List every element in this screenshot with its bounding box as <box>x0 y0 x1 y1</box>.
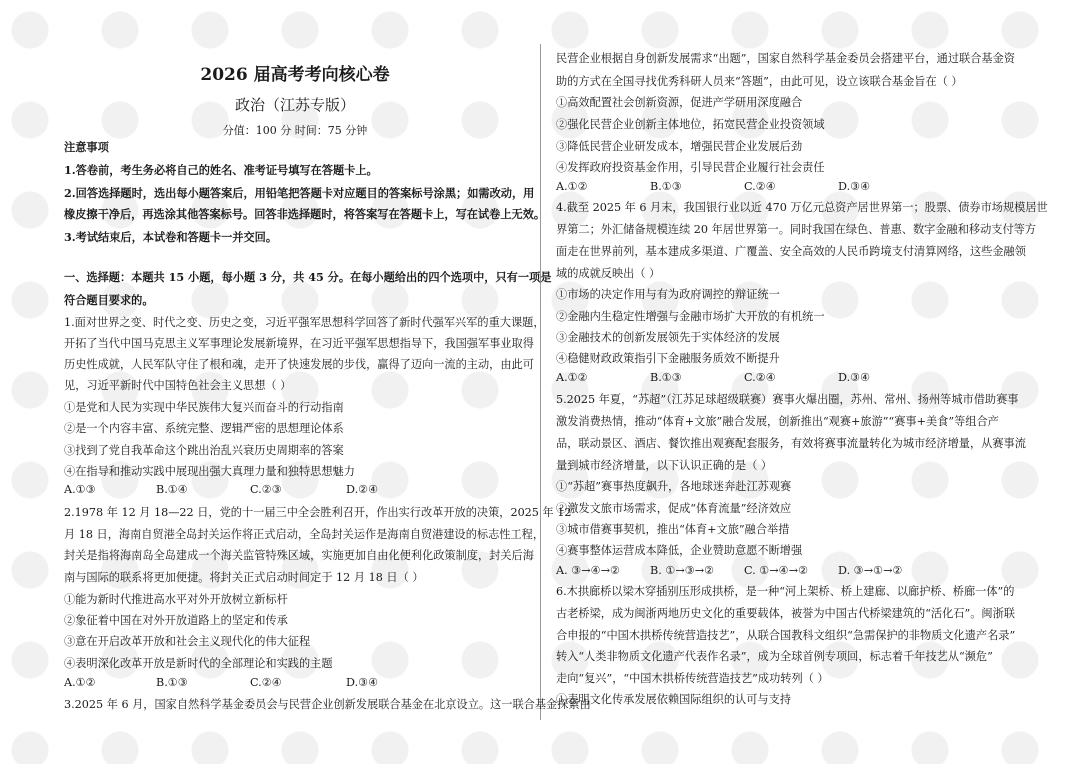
left-text-line: 一、选择题：本题共 15 小题，每小题 3 分，共 45 分。在每小题给出的四个选项中，只有一项是 <box>64 270 552 284</box>
right-text-line: ①高效配置社会创新资源，促进产学研用深度融合 <box>556 96 803 109</box>
answer-option[interactable]: C.②③ <box>250 483 282 496</box>
right-text-line: 转入“人类非物质文化遗产代表作名录”，成为全球首例专项回，标志着千年技艺从“濒危” <box>556 650 993 663</box>
right-text-line: ③城市借赛事契机，推出“体育+文旅”融合举措 <box>556 523 790 536</box>
right-text-line: 量到城市经济增量，以下认识正确的是（ ） <box>556 459 773 472</box>
right-text-line: 激发消费热情，推动“体育+文旅”融合发展，创新推出“观赛+旅游”“赛事+美食”等组合产 <box>556 415 999 428</box>
right-text-line: 民营企业根据自身创新发展需求“出题”，国家自然科学基金委员会搭建平台，通过联合基金资 <box>556 52 1015 65</box>
answer-option[interactable]: D. ③→①→② <box>838 564 903 577</box>
right-text-line: 走向“复兴”，“中国木拱桥传统营造技艺”成功转列（ ） <box>556 672 829 685</box>
right-text-line: 界第二；外汇储备规模连续 20 年居世界第一。同时我国在绿色、普惠、数字金融和移动支付等方 <box>556 223 1037 236</box>
left-text-line: 橡皮擦干净后，再选涂其他答案标号。回答非选择题时，将答案写在答题卡上，写在试卷上无效。 <box>64 207 546 221</box>
right-text-line: 面走在世界前列，基本建成多渠道、广覆盖、安全高效的人民币跨境支付清算网络，这些金融领 <box>556 245 1026 258</box>
left-text-line: 开拓了当代中国马克思主义军事理论发展新境界，在习近平强军思想指导下，我国强军事业取得 <box>64 337 534 350</box>
answer-option[interactable]: B.①④ <box>156 483 188 496</box>
answer-option[interactable]: C.②④ <box>250 676 282 689</box>
right-text-line: ④稳健财政政策指引下金融服务质效不断提升 <box>556 352 780 365</box>
left-text-line: 1.答卷前，考生务必将自己的姓名、准考证号填写在答题卡上。 <box>64 163 378 177</box>
right-text-line: ④赛事整体运营成本降低，企业赞助意愿不断增强 <box>556 544 803 557</box>
left-text-line: 3.考试结束后，本试卷和答题卡一并交回。 <box>64 230 278 244</box>
right-text-line: ④发挥政府投资基金作用，引导民营企业履行社会责任 <box>556 161 825 174</box>
answer-option[interactable]: C.②④ <box>744 180 776 193</box>
left-text-line: ④表明深化改革开放是新时代的全部理论和实践的主题 <box>64 657 333 670</box>
left-text-line: 3.2025 年 6 月，国家自然科学基金委员会与民营企业创新发展联合基金在北京设立。这一联合基金探索由 <box>64 698 591 711</box>
answer-option[interactable]: A.①② <box>556 371 588 384</box>
left-text-line: 注意事项 <box>64 140 109 154</box>
left-text-line: 南与国际的联系将更加便捷。将封关正式启动时间定于 12 月 18 日（ ） <box>64 571 424 584</box>
left-text-line: ④在指导和推动实践中展现出强大真理力量和独特思想魅力 <box>64 465 355 478</box>
answer-option[interactable]: D.③④ <box>838 180 871 193</box>
right-text-line: ①表明文化传承发展依赖国际组织的认可与支持 <box>556 693 791 706</box>
right-text-line: 4.截至 2025 年 6 月末，我国银行业以近 470 万亿元总资产居世界第一；股票、债券市场规模居世 <box>556 201 1048 214</box>
right-text-line: 品，联动景区、酒店、餐饮推出观赛配套服务，有效将赛事流量转化为城市经济增量，从赛事流 <box>556 437 1026 450</box>
left-text-line: 历史性成就，人民军队守住了根和魂，走开了快速发展的步伐，赢得了迈向一流的主动，由此可 <box>64 358 534 371</box>
answer-option[interactable]: A.①② <box>64 676 96 689</box>
left-text-line: ②是一个内容丰富、系统完整、逻辑严密的思想理论体系 <box>64 422 344 435</box>
left-text-line: ③意在开启改革开放和社会主义现代化的伟大征程 <box>64 635 311 648</box>
exam-subtitle: 政治（江苏专版） <box>234 96 355 114</box>
right-text-line: ②激发文旅市场需求，促成“体育流量”经济效应 <box>556 502 792 515</box>
right-text-line: ②强化民营企业创新主体地位，拓宽民营企业投资领域 <box>556 118 825 131</box>
exam-meta: 分值：100 分 时间：75 分钟 <box>222 124 368 137</box>
answer-option[interactable]: B. ①→③→② <box>650 564 715 577</box>
right-text-line: ①“苏超”赛事热度飙升，各地球迷奔赴江苏观赛 <box>556 480 792 493</box>
column-divider <box>540 44 541 720</box>
left-text-line: 1.面对世界之变、时代之变、历史之变，习近平强军思想科学回答了新时代强军兴军的重大课题， <box>64 316 545 329</box>
left-text-line: ③找到了党自我革命这个跳出治乱兴衰历史周期率的答案 <box>64 444 344 457</box>
right-text-line: 6.木拱廊桥以梁木穿插别压形成拱桥，是一种“河上架桥、桥上建廊、以廊护桥、桥廊一体”的 <box>556 585 1015 598</box>
right-text-line: ②金融内生稳定性增强与金融市场扩大开放的有机统一 <box>556 310 825 323</box>
right-text-line: 古老桥梁，成为闽浙两地历史文化的重要载体，被誉为中国古代桥梁建筑的“活化石”。闽浙联 <box>556 607 1015 620</box>
answer-option[interactable]: D.③④ <box>838 371 871 384</box>
answer-option[interactable]: A. ③→④→② <box>556 564 621 577</box>
answer-option[interactable]: B.①③ <box>156 676 188 689</box>
left-text-line: 符合题目要求的。 <box>64 293 154 307</box>
left-text-line: ②象征着中国在对外开放道路上的坚定和传承 <box>64 614 288 627</box>
answer-option[interactable]: D.②④ <box>346 483 379 496</box>
left-text-line: 见，习近平新时代中国特色社会主义思想（ ） <box>64 379 292 392</box>
right-text-line: ③金融技术的创新发展领先于实体经济的发展 <box>556 331 780 344</box>
left-text-line: 2.回答选择题时，选出每小题答案后，用铅笔把答题卡对应题目的答案标号涂黑；如需改动，用 <box>64 186 535 200</box>
right-text-line: ③降低民营企业研发成本，增强民营企业发展后劲 <box>556 140 803 153</box>
answer-option[interactable]: A.①② <box>556 180 588 193</box>
left-text-line: 封关是指将海南岛全岛建成一个海关监管特殊区域，实施更加自由化便利化政策制度，封关后海 <box>64 549 534 562</box>
left-text-line: ①能为新时代推进高水平对外开放树立新标杆 <box>64 593 288 606</box>
answer-option[interactable]: A.①③ <box>64 483 96 496</box>
left-text-line: 月 18 日，海南自贸港全岛封关运作将正式启动，全岛封关运作是海南自贸港建设的标志性工程， <box>64 528 545 541</box>
left-text-line: 2.1978 年 12 月 18—22 日，党的十一届三中全会胜利召开，作出实行改革开放的决策，2025 年 12 <box>64 506 572 519</box>
exam-title: 2026 届高考考向核心卷 <box>200 65 390 85</box>
answer-option[interactable]: C. ①→④→② <box>744 564 809 577</box>
right-text-line: ①市场的决定作用与有为政府调控的辩证统一 <box>556 288 780 301</box>
right-text-line: 5.2025 年夏，“苏超”（江苏足球超级联赛）赛事火爆出圈，苏州、常州、扬州等城市借助赛事 <box>556 393 1019 406</box>
answer-option[interactable]: B.①③ <box>650 180 682 193</box>
answer-option[interactable]: C.②④ <box>744 371 776 384</box>
answer-option[interactable]: D.③④ <box>346 676 379 689</box>
right-text-line: 助的方式在全国寻找优秀科研人员来“答题”，由此可见，设立该联合基金旨在（ ） <box>556 75 963 88</box>
right-text-line: 合申报的“中国木拱桥传统营造技艺”，从联合国教科文组织“急需保护的非物质文化遗产名录” <box>556 629 1016 642</box>
answer-option[interactable]: B.①③ <box>650 371 682 384</box>
left-text-line: ①是党和人民为实现中华民族伟大复兴而奋斗的行动指南 <box>64 401 344 414</box>
right-text-line: 域的成就反映出（ ） <box>556 267 661 280</box>
